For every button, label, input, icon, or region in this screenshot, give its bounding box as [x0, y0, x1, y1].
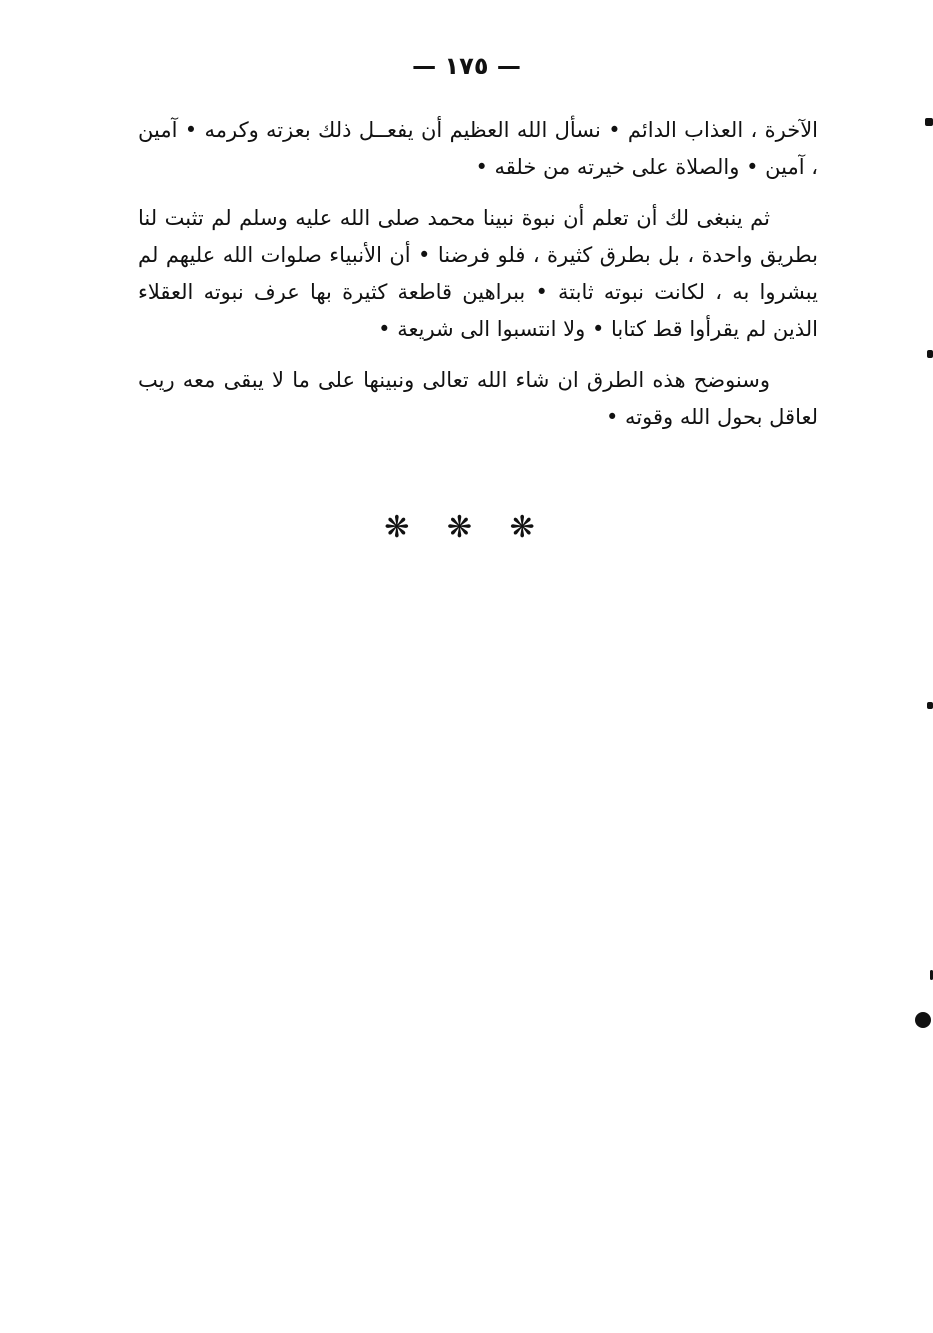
section-divider: ❋ ❋ ❋ — [384, 510, 549, 545]
paragraph-3: وسنوضح هذه الطرق ان شاء الله تعالى ونبينها على ما لا يبقى معه ريب لعاقل بحول الله وقوته • — [138, 368, 818, 429]
scan-mark — [925, 118, 933, 126]
scan-mark — [915, 1012, 931, 1028]
scan-mark — [927, 350, 933, 358]
scan-mark — [927, 702, 933, 709]
page-number: — ١٧٥ — — [412, 52, 521, 80]
paragraph-2: ثم ينبغى لك أن تعلم أن نبوة نبينا محمد صلى الله عليه وسلم لم تثبت لنا بطريق واحدة ، بل بطرق كثيرة ، فلو فرضنا • أن الأنبياء صلوات الله عليهم لم يبشروا به ، لكانت نبوته ثابتة • ببراهين قاطعة كثيرة بها عرف نبوته العقلاء الذين لم يقرأوا قط كتابا • ولا انتسبوا الى شريعة • — [138, 206, 818, 341]
body-text — [138, 112, 818, 450]
paragraph-1: الآخرة ، العذاب الدائم • نسأل الله العظيم أن يفعــل ذلك بعزته وكرمه • آمين ، آمين • والصلاة على خيرته من خلقه • — [138, 118, 818, 179]
